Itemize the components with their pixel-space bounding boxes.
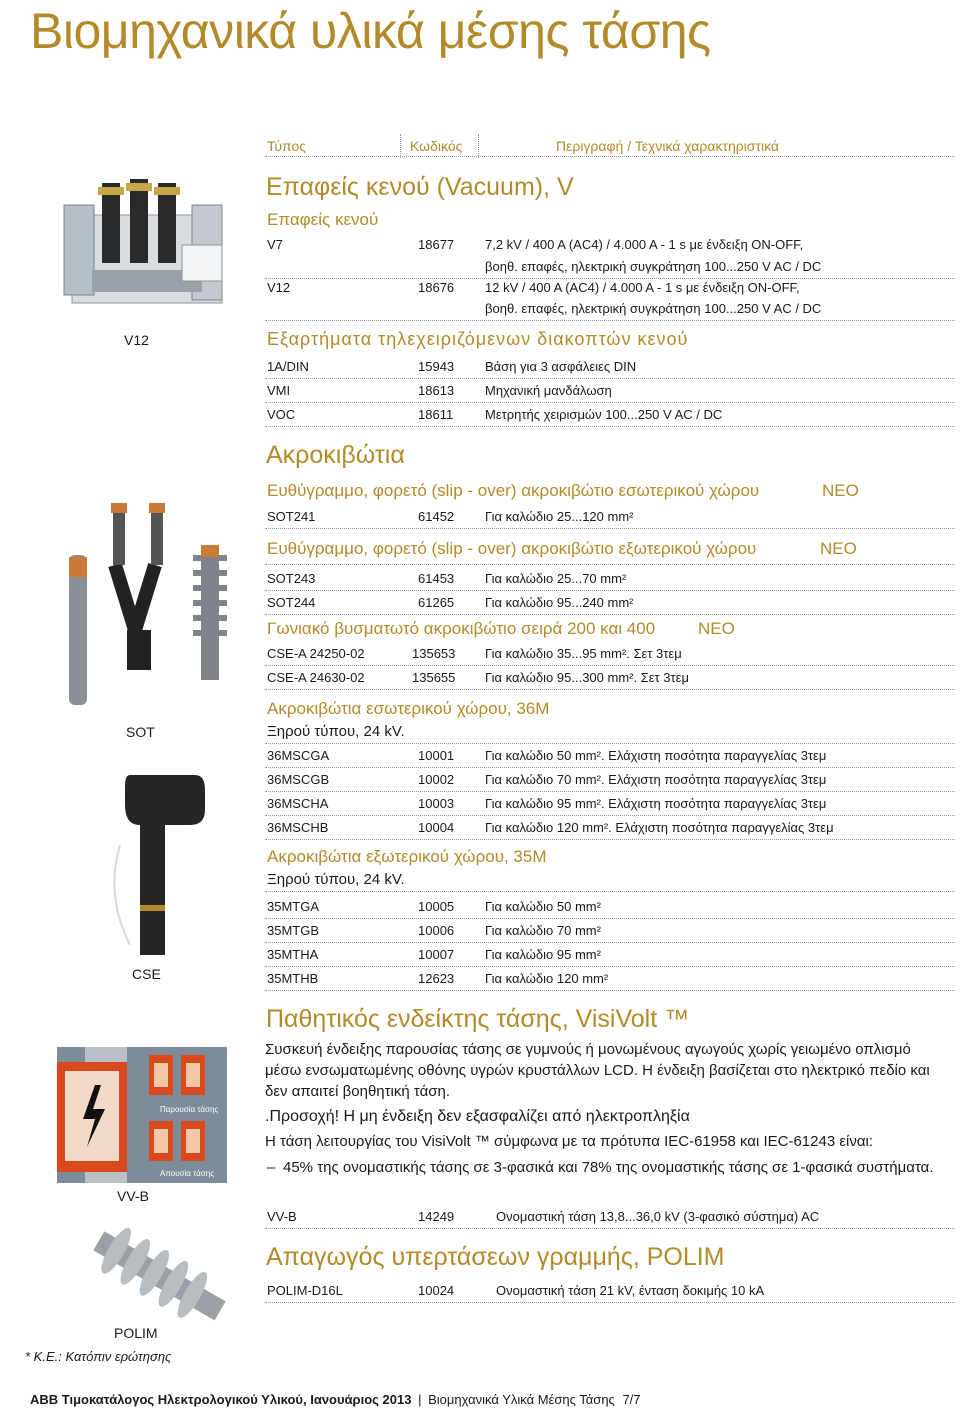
bullet-text: 45% της ονομαστικής τάσης σε 3-φασικά και 78% της ονομαστικής τάσης σε 1-φασικά συστήματα. xyxy=(283,1159,934,1176)
new-badge: ΝΕΟ xyxy=(820,539,857,558)
footer-brand: ABB Τιμοκατάλογος Ηλεκτρολογικού Υλικού, Ιανουάριος 2013 xyxy=(30,1392,412,1407)
table-row-desc: Για καλώδιο 120 mm² xyxy=(485,971,609,986)
divider xyxy=(265,743,955,744)
table-row-type: POLIM-D16L xyxy=(267,1283,343,1298)
subsection-title: Ευθύγραμμο, φορετό (slip - over) ακροκιβώτιο εσωτερικού χώρου xyxy=(267,481,760,500)
table-row-desc: Ονομαστική τάση 13,8...36,0 kV (3-φασικό σύστημα) AC xyxy=(496,1209,820,1224)
footnote: * Κ.Ε.: Κατόπιν ερώτησης xyxy=(25,1349,172,1364)
table-row-desc: Για καλώδιο 25...70 mm² xyxy=(485,571,627,586)
page-footer: ABB Τιμοκατάλογος Ηλεκτρολογικού Υλικού, Ιανουάριος 2013 | Βιομηχανικά Υλικά Μέσης Τάσης 7/7 xyxy=(30,1392,641,1407)
table-row-code: 18676 xyxy=(418,280,455,295)
table-row-type: SOT243 xyxy=(267,571,316,586)
table-row-type: 36MSCHB xyxy=(267,820,329,835)
side-label-vvb: VV-B xyxy=(117,1188,149,1204)
divider xyxy=(265,320,955,321)
divider xyxy=(478,134,479,158)
table-row-desc: Για καλώδιο 95...240 mm² xyxy=(485,595,634,610)
photo-caption-absent: Απουσία τάσης xyxy=(160,1169,215,1178)
side-label-polim: POLIM xyxy=(114,1325,158,1341)
divider xyxy=(265,156,955,157)
subsection-title: Επαφείς κενού xyxy=(267,210,379,229)
table-row-desc: Μηχανική μανδάλωση xyxy=(485,383,612,398)
photo-caption-present: Παρουσία τάσης xyxy=(160,1105,219,1114)
side-label-cse: CSE xyxy=(132,966,161,982)
table-row-desc: Για καλώδιο 95 mm² xyxy=(485,947,601,962)
table-row-desc: 12 kV / 400 A (AC4) / 4.000 A - 1 s με ένδειξη ON-OFF, xyxy=(485,280,800,295)
page-number: 7/7 xyxy=(622,1392,641,1407)
table-row-type: VV-B xyxy=(267,1209,297,1224)
table-row-desc: βοηθ. επαφές, ηλεκτρική συγκράτηση 100...250 V AC / DC xyxy=(485,259,822,274)
divider xyxy=(265,590,955,591)
divider xyxy=(265,278,955,279)
table-row-type: CSE-A 24250-02 xyxy=(267,646,365,661)
section-title-vacuum: Επαφείς κενού (Vacuum), V xyxy=(266,173,574,201)
table-row-type: SOT244 xyxy=(267,595,316,610)
table-row-desc: Για καλώδιο 70 mm². Ελάχιστη ποσότητα παραγγελίας 3τεμ xyxy=(485,772,827,787)
section-title-polim: Απαγωγός υπερτάσεων γραμμής, POLIM xyxy=(266,1243,725,1271)
side-label-v12: V12 xyxy=(124,332,149,348)
table-row-desc: Για καλώδιο 120 mm². Ελάχιστη ποσότητα παραγγελίας 3τεμ xyxy=(485,820,834,835)
subsection-title: Γωνιακό βυσματωτό ακροκιβώτιο σειρά 200 και 400 xyxy=(267,619,656,638)
subsection-title: Ακροκιβώτια εσωτερικού χώρου, 36M xyxy=(267,699,550,718)
description-paragraph: Η τάση λειτουργίας του VisiVolt ™ σύμφωνα με τα πρότυπα IEC-61958 και IEC-61243 είναι: xyxy=(265,1133,874,1150)
divider xyxy=(265,966,955,967)
sot-termination-photo xyxy=(55,445,245,710)
divider xyxy=(265,614,955,615)
table-row-desc: Μετρητής χειρισμών 100...250 V AC / DC xyxy=(485,407,723,422)
table-row-code: 61265 xyxy=(418,595,455,610)
table-row-type: 35MTGA xyxy=(267,899,320,914)
divider xyxy=(265,815,955,816)
table-row-code: 18611 xyxy=(418,407,454,422)
subsection-title: Εξαρτήματα τηλεχειριζόμενων διακοπτών κενού xyxy=(267,329,689,349)
table-row-desc: Για καλώδιο 25...120 mm² xyxy=(485,509,634,524)
table-row-code: 10004 xyxy=(418,820,455,835)
table-row-code: 135655 xyxy=(412,670,456,685)
table-row-type: V7 xyxy=(267,237,283,252)
divider xyxy=(265,942,955,943)
new-badge: ΝΕΟ xyxy=(822,481,859,500)
table-row-code: 12623 xyxy=(418,971,455,986)
table-row-type: 36MSCGA xyxy=(267,748,330,763)
divider xyxy=(265,689,955,690)
table-row-code: 18677 xyxy=(418,237,455,252)
bullet-dash: – xyxy=(267,1159,276,1176)
table-row-code: 10007 xyxy=(418,947,455,962)
divider xyxy=(400,134,401,158)
subsection-title: Ακροκιβώτια εξωτερικού χώρου, 35M xyxy=(267,847,547,866)
side-label-sot: SOT xyxy=(126,724,155,740)
table-row-type: 35MTHB xyxy=(267,971,319,986)
divider xyxy=(265,528,955,529)
subsection-note: Ξηρού τύπου, 24 kV. xyxy=(267,871,405,888)
subsection-note: Ξηρού τύπου, 24 kV. xyxy=(267,723,405,740)
table-row-desc: Ονομαστική τάση 21 kV, ένταση δοκιμής 10 kA xyxy=(496,1283,765,1298)
table-row-code: 10005 xyxy=(418,899,455,914)
table-row-code: 10006 xyxy=(418,923,455,938)
table-row-type: CSE-A 24630-02 xyxy=(267,670,365,685)
table-row-code: 61452 xyxy=(418,509,455,524)
divider xyxy=(265,791,955,792)
divider xyxy=(265,1228,955,1229)
divider xyxy=(265,990,955,991)
table-row-code: 14249 xyxy=(418,1209,455,1224)
table-row-desc: Βάση για 3 ασφάλειες DIN xyxy=(485,359,637,374)
visivolt-photo xyxy=(57,1047,227,1183)
column-code-header: Κωδικός xyxy=(410,138,463,154)
table-row-type: VMI xyxy=(267,383,291,398)
divider xyxy=(265,918,955,919)
description-paragraph: Συσκευή ένδειξης παρουσίας τάσης σε γυμνούς ή μονωμένους αγωγούς χωρίς γειωμένο οπλισμό μέσω ενσωματωμένης οθόνης υγρών κρυστάλλων LCD. Η ένδειξη βασίζεται στο ηλεκτρικό πεδίο και δεν απαιτεί βοηθητική τάση. xyxy=(265,1041,930,1100)
polim-arrester-photo xyxy=(80,1225,240,1325)
table-row-type: 35MTGB xyxy=(267,923,320,938)
footer-section: Βιομηχανικά Υλικά Μέσης Τάσης xyxy=(428,1392,615,1407)
table-row-type: VOC xyxy=(267,407,296,422)
divider xyxy=(265,378,955,379)
section-title-visivolt: Παθητικός ενδείκτης τάσης, VisiVolt ™ xyxy=(266,1005,690,1033)
table-row-code: 10002 xyxy=(418,772,455,787)
divider xyxy=(265,767,955,768)
table-row-desc: Για καλώδιο 95 mm². Ελάχιστη ποσότητα παραγγελίας 3τεμ xyxy=(485,796,827,811)
table-row-code: 10001 xyxy=(418,748,455,763)
divider xyxy=(265,839,955,840)
cse-elbow-photo xyxy=(110,755,210,965)
divider xyxy=(265,891,955,892)
table-row-desc: βοηθ. επαφές, ηλεκτρική συγκράτηση 100...250 V AC / DC xyxy=(485,301,822,316)
table-row-desc: Για καλώδιο 50 mm² xyxy=(485,899,601,914)
table-row-type: 35MTHA xyxy=(267,947,319,962)
table-row-desc: 7,2 kV / 400 A (AC4) / 4.000 A - 1 s με ένδειξη ON-OFF, xyxy=(485,237,804,252)
table-row-desc: Για καλώδιο 35...95 mm². Σετ 3τεμ xyxy=(485,646,682,661)
column-type-header: Τύπος xyxy=(267,138,306,154)
divider xyxy=(265,564,955,565)
table-row-type: SOT241 xyxy=(267,509,316,524)
table-row-code: 61453 xyxy=(418,571,455,586)
divider xyxy=(265,665,955,666)
table-row-type: 36MSCGB xyxy=(267,772,330,787)
table-row-code: 10024 xyxy=(418,1283,455,1298)
column-description-header: Περιγραφή / Τεχνικά χαρακτηριστικά xyxy=(556,138,780,154)
warning-text: .Προσοχή! Η μη ένδειξη δεν εξασφαλίζει από ηλεκτροπληξία xyxy=(265,1108,690,1125)
divider xyxy=(265,402,955,403)
table-row-desc: Για καλώδιο 95...300 mm². Σετ 3τεμ xyxy=(485,670,689,685)
table-row-type: V12 xyxy=(267,280,291,295)
section-title-terminations: Ακροκιβώτια xyxy=(266,441,405,469)
table-row-type: 36MSCHA xyxy=(267,796,329,811)
divider xyxy=(265,426,955,427)
subsection-title: Ευθύγραμμο, φορετό (slip - over) ακροκιβώτιο εξωτερικού χώρου xyxy=(267,539,757,558)
table-row-code: 15943 xyxy=(418,359,455,374)
table-row-desc: Για καλώδιο 70 mm² xyxy=(485,923,601,938)
table-row-desc: Για καλώδιο 50 mm². Ελάχιστη ποσότητα παραγγελίας 3τεμ xyxy=(485,748,827,763)
table-row-code: 10003 xyxy=(418,796,455,811)
page-title: Βιομηχανικά υλικά μέσης τάσης xyxy=(30,3,711,59)
table-row-type: 1A/DIN xyxy=(267,359,309,374)
vacuum-contactor-photo xyxy=(62,175,227,310)
table-row-code: 135653 xyxy=(412,646,456,661)
divider xyxy=(265,1302,955,1303)
table-row-code: 18613 xyxy=(418,383,455,398)
new-badge: ΝΕΟ xyxy=(698,619,735,638)
